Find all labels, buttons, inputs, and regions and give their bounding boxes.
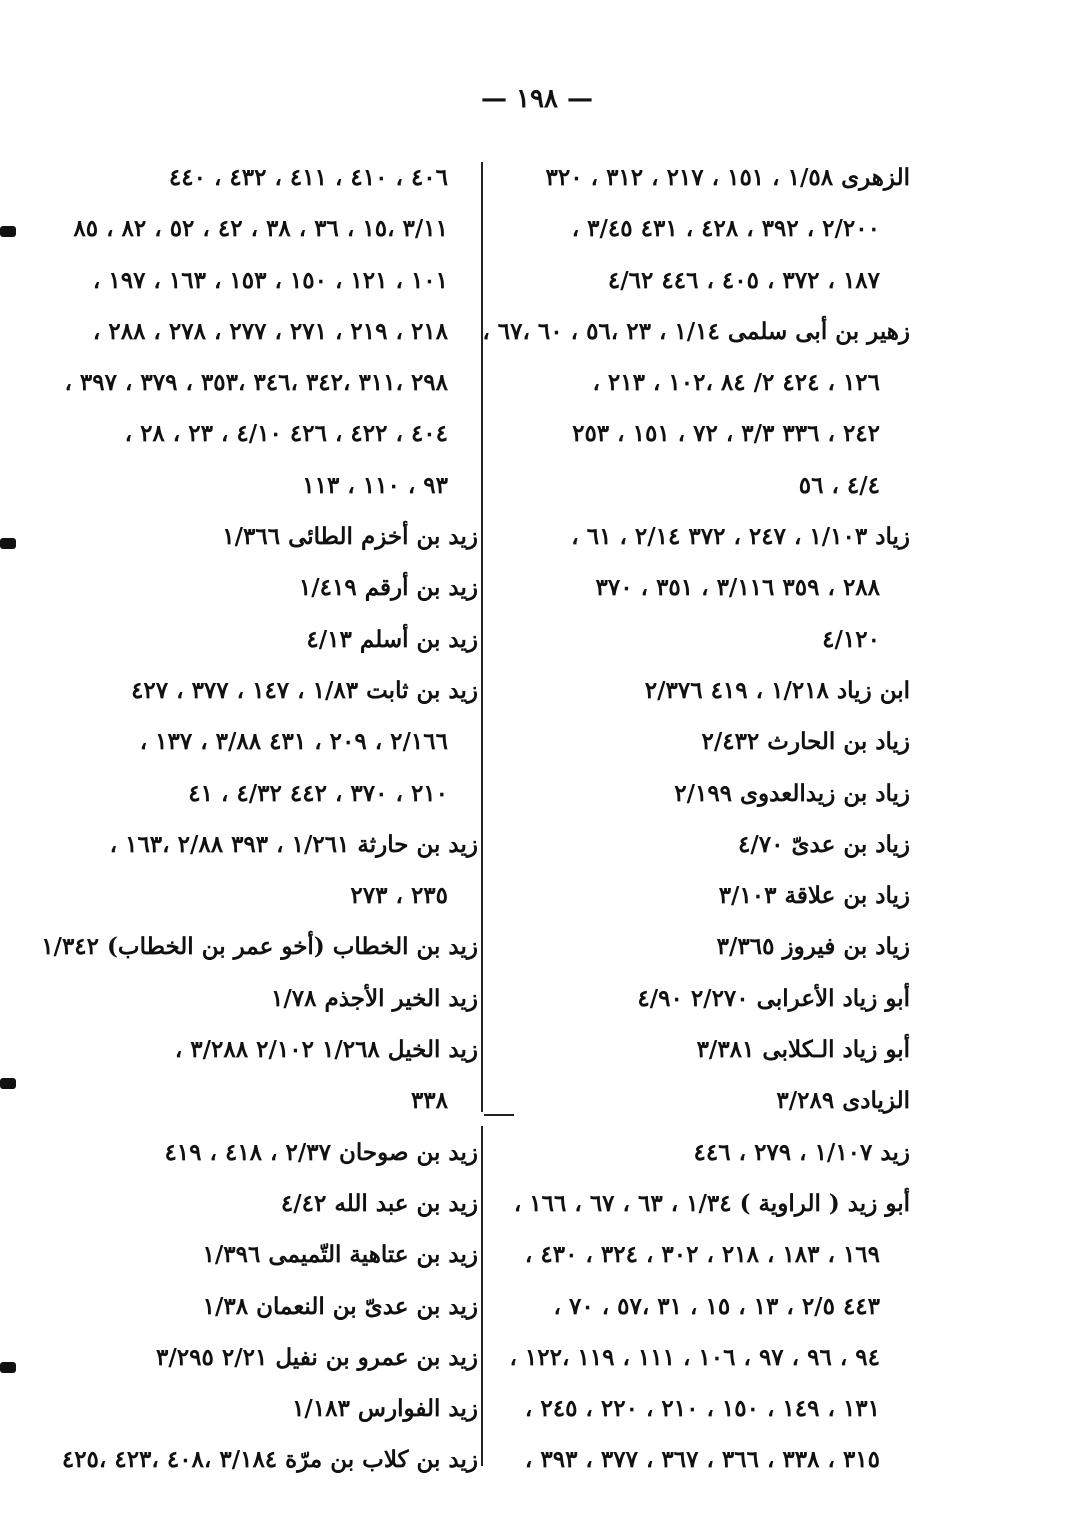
index-entry: أبو زياد الأعرابى ٢/٢٧٠ ٤/٩٠: [637, 984, 910, 1012]
index-entry: ابن زياد ١/٢١٨ ، ٤١٩ ٢/٣٧٦: [644, 676, 910, 704]
index-entry: زيد بن ثابت ١/٨٣ ، ١٤٧ ، ٣٧٧ ، ٤٢٧: [131, 676, 478, 704]
column-divider-bottom: [481, 1126, 483, 1466]
index-entry-continuation: ١٦٩ ، ١٨٣ ، ٢١٨ ، ٣٠٢ ، ٣٢٤ ، ٤٣٠ ،: [524, 1241, 880, 1269]
index-entry: زيد بن عمرو بن نفيل ٢/٢١ ٣/٢٩٥: [156, 1343, 478, 1371]
index-entry-continuation: ٢٣٥ ، ٢٧٣: [350, 882, 448, 910]
index-entry-continuation: ١٠١ ، ١٢١ ، ١٥٠ ، ١٥٣ ، ١٦٣ ، ١٩٧ ،: [92, 266, 448, 294]
index-entry: أبو زيد ( الراوية ) ١/٣٤ ، ٦٣ ، ٦٧ ، ١٦٦ ،: [513, 1189, 910, 1217]
index-entry: زيد ١/١٠٧ ، ٢٧٩ ، ٤٤٦: [693, 1138, 910, 1166]
index-entry: زيد بن حارثة ١/٢٦١ ، ٣٩٣ ٢/٨٨ ،١٦٣ ،: [109, 830, 478, 858]
index-entry: زيد بن أخزم الطائى ١/٣٦٦: [222, 523, 478, 551]
index-entry: زياد بن فيروز ٣/٣٦٥: [716, 933, 910, 961]
index-entry-continuation: ٩٣ ، ١١٠ ، ١١٣: [302, 471, 448, 499]
index-entry-continuation: ٢٤٢ ، ٣٣٦ ٣/٣ ، ٧٢ ، ١٥١ ، ٢٥٣: [572, 420, 880, 448]
index-entry: زيد بن عتاهية التّميمى ١/٣٩٦: [202, 1241, 478, 1269]
index-entry-continuation: ٤٠٦ ، ٤١٠ ، ٤١١ ، ٤٣٢ ، ٤٤٠: [168, 164, 448, 191]
page-edge-mark: [0, 1078, 16, 1089]
index-entry-continuation: ٤/١٢٠: [822, 625, 880, 653]
index-entry: زيد الفوارس ١/١٨٣: [292, 1395, 478, 1423]
index-entry: زيد الخيل ١/٢٦٨ ٢/١٠٢ ٣/٢٨٨ ،: [174, 1036, 478, 1064]
index-entry-continuation: ١٢٦ ، ٤٢٤ ٢/ ٨٤ ،١٠٢ ، ٢١٣ ،: [592, 369, 880, 397]
index-entry-continuation: ٩٤ ، ٩٦ ، ٩٧ ، ١٠٦ ، ١١١ ، ١١٩ ،١٢٢ ،: [509, 1343, 880, 1371]
index-entry-continuation: ٢٩٨ ،٣١١ ،٣٤٢ ،٣٤٦ ،٣٥٣ ، ٣٧٩ ، ٣٩٧ ،: [64, 369, 448, 397]
index-entry-continuation: ٤٤٣ ٢/٥ ، ١٣ ، ١٥ ، ٣١ ،٥٧ ، ٧٠ ،: [553, 1292, 880, 1320]
index-entry: زياد بن زيدالعدوى ٢/١٩٩: [674, 779, 910, 807]
index-entry: أبو زياد الـكلابى ٣/٣٨١: [696, 1036, 910, 1064]
index-entry-continuation: ٤/٤ ، ٥٦: [798, 471, 880, 499]
index-entry: زيد بن كلاب بن مرّة ٣/١٨٤ ،٤٠٨ ،٤٢٣ ،٤٢٥: [61, 1446, 478, 1474]
index-entry: الزهرى ١/٥٨ ، ١٥١ ، ٢١٧ ، ٣١٢ ، ٣٢٠: [545, 164, 910, 191]
index-entry-continuation: ٤٠٤ ، ٤٢٢ ، ٤٢٦ ٤/١٠ ، ٢٣ ، ٢٨ ،: [124, 420, 448, 448]
index-entry-continuation: ٣١٥ ، ٣٣٨ ، ٣٦٦ ، ٣٦٧ ، ٣٧٧ ، ٣٩٣ ،: [524, 1446, 880, 1474]
index-entry: زياد بن عدىّ ٤/٧٠: [738, 830, 910, 858]
index-entry-continuation: ٢/٢٠٠ ، ٣٩٢ ، ٤٢٨ ، ٤٣١ ٣/٤٥ ،: [571, 215, 880, 243]
index-entry-continuation: ٢/١٦٦ ، ٢٠٩ ، ٤٣١ ٣/٨٨ ، ١٣٧ ،: [139, 728, 448, 756]
page-edge-mark: [0, 226, 16, 237]
index-entry: زياد بن علاقة ٣/١٠٣: [718, 882, 910, 910]
index-entry: زيد بن الخطاب (أخو عمر بن الخطاب) ١/٣٤٢: [41, 933, 478, 961]
index-column-left: [41, 152, 478, 1486]
index-entry: زيد بن أرقم ١/٤١٩: [298, 574, 478, 602]
index-entry-continuation: ٢١٨ ، ٢١٩ ، ٢٧١ ، ٢٧٧ ، ٢٧٨ ، ٢٨٨ ،: [92, 317, 448, 345]
page-edge-mark: [0, 538, 16, 549]
page-edge-mark: [0, 1362, 16, 1373]
column-divider-top: [481, 162, 483, 1112]
index-entry-continuation: ١٣١ ، ١٤٩ ، ١٥٠ ، ٢١٠ ، ٢٢٠ ، ٢٤٥ ،: [524, 1395, 880, 1423]
index-entry-continuation: ٢١٠ ، ٣٧٠ ، ٤٤٢ ٤/٣٢ ، ٤١: [188, 779, 448, 807]
index-entry-continuation: ٣٣٨: [410, 1087, 448, 1115]
index-entry: زيد الخير الأجذم ١/٧٨: [271, 984, 478, 1012]
index-entry-continuation: ١٨٧ ، ٣٧٢ ، ٤٠٥ ، ٤٤٦ ٤/٦٢: [607, 266, 880, 294]
page-number: — ١٩٨ —: [480, 84, 594, 114]
index-entry: زيد بن صوحان ٢/٣٧ ، ٤١٨ ، ٤١٩: [164, 1138, 478, 1166]
index-column-right: [482, 152, 910, 1486]
index-entry: زياد ١/١٠٣ ، ٢٤٧ ، ٣٧٢ ٢/١٤ ، ٦١ ،: [571, 523, 910, 551]
index-entry: زياد بن الحارث ٢/٤٣٢: [701, 728, 910, 756]
index-entry-continuation: ٣/١١ ،١٥ ، ٣٦ ، ٣٨ ، ٤٢ ، ٥٢ ، ٨٢ ، ٨٥: [73, 215, 448, 243]
index-entry: زهير بن أبى سلمى ١/١٤ ، ٢٣ ،٥٦ ، ٦٠ ،٦٧ ،: [482, 317, 910, 345]
index-entry-continuation: ٢٨٨ ، ٣٥٩ ٣/١١٦ ، ٣٥١ ، ٣٧٠: [595, 574, 880, 602]
index-entry: زيد بن عبد الله ٤/٤٢: [280, 1189, 478, 1217]
index-entry: زيد بن عدىّ بن النعمان ١/٣٨: [202, 1292, 478, 1320]
index-entry: زيد بن أسلم ٤/١٣: [306, 625, 478, 653]
index-entry: الزيادى ٣/٢٨٩: [776, 1087, 910, 1115]
